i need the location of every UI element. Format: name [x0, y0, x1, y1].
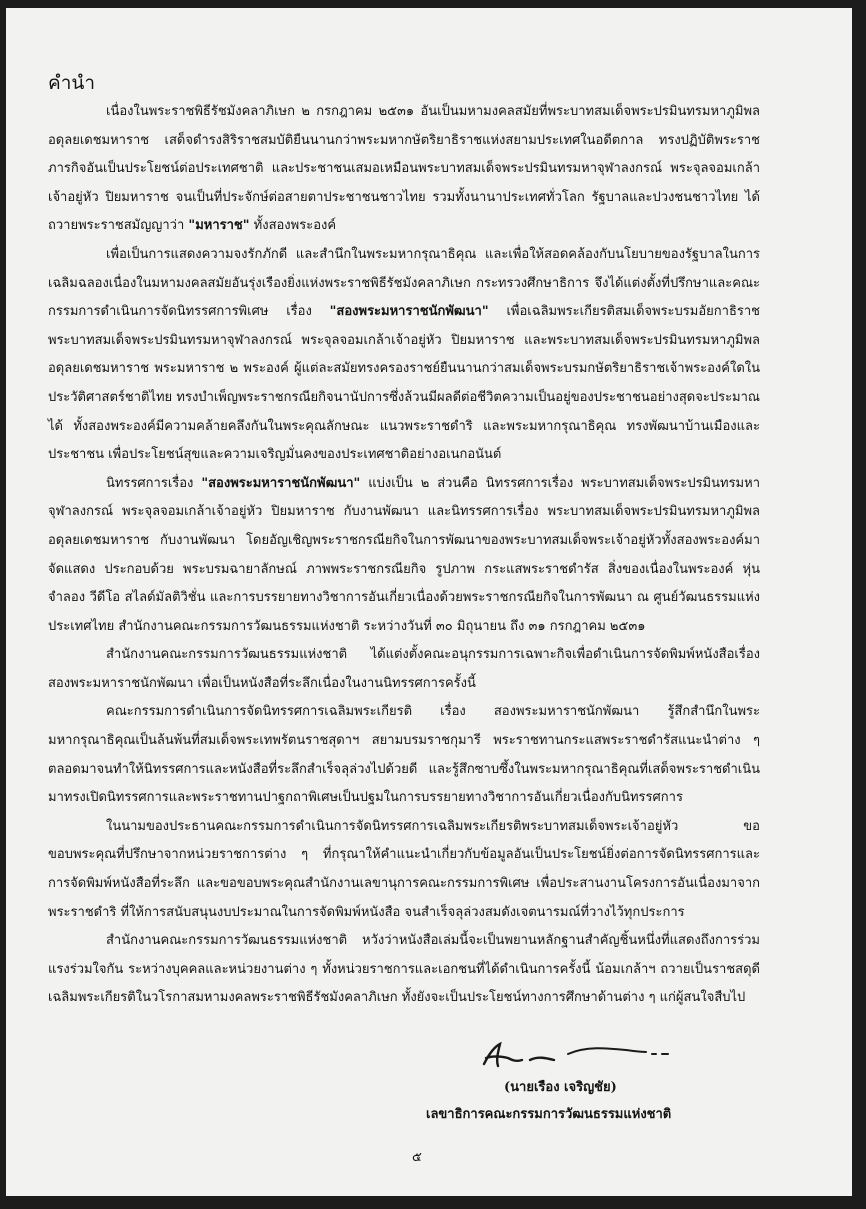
paragraph-text: คณะกรรมการดำเนินการจัดนิทรรศการเฉลิมพระเกียรติ เรื่อง สองพระมหาราชนักพัฒนา รู้สึกสำนึกในพระมหากรุณาธิคุณเป็นล้นพ้นที่สมเด็จพระเทพรัตนราชสุดาฯ สยามบรมราชกุมารี พระราชทานกระแสพระราชดำรัสแนะนำต่าง ๆ ตลอดมาจนทำให้นิทรรศการและหนังสือที่ระลึกสำเร็จลุล่วงไปด้วยดี และรู้สึกซาบซึ้งในพระมหากรุณาธิคุณที่เสด็จพระราชดำเนินมาทรงเปิดนิทรรศการและพระราชทานปาฐกถาพิเศษเป็นปฐมในการบรรยายทางวิชาการอันเกี่ยวเนื่องกับนิทรรศการ: [48, 704, 760, 806]
preface-paragraph: [48, 470, 760, 642]
paragraph-text: นิทรรศการเรื่อง: [106, 475, 202, 491]
preface-paragraph: [48, 641, 760, 698]
signatory-name: (นายเรือง เจริญชัย): [504, 1080, 617, 1095]
preface-paragraph: [48, 241, 760, 470]
paragraph-text: เพื่อเป็นการแสดงความจงรักภักดี และสำนึกในพระมหากรุณาธิคุณ และเพื่อให้สอดคล้องกับนโยบายของรัฐบาลในการเฉลิมฉลองเนื่องในมหามงคลสมัยอันรุ่งเรืองยิ่งแห่งพระราชพิธีรัชมังคลาภิเษก กระทรวงศึกษาธิการ จึงได้แต่งตั้งที่ปรึกษาและคณะกรรมการดำเนินการจัดนิทรรศการพิเศษ เรื่อง: [48, 246, 760, 320]
paragraph-text: ในนามของประธานคณะกรรมการดำเนินการจัดนิทรรศการเฉลิมพระเกียรติพระบาทสมเด็จพระเจ้าอยู่หัว ขอขอบพระคุณที่ปรึกษาจากหน่วยราชการต่าง ๆ ที่กรุณาให้คำแนะนำเกี่ยวกับข้อมูลอันเป็นประโยชน์ยิ่งต่อการจัดนิทรรศการและการจัดพิมพ์หนังสือที่ระลึก และขอขอบพระคุณสำนักงานเลขานุการคณะกรรมการพิเศษ เพื่อประสานงานโครงการอันเนื่องมาจากพระราชดำริ ที่ให้การสนับสนุนงบประมาณในการจัดพิมพ์หนังสือ จนสำเร็จลุล่วงสมดังเจตนารมณ์ที่วางไว้ทุกประการ: [48, 818, 760, 920]
paragraph-text: ทั้งสองพระองค์: [249, 218, 337, 234]
preface-paragraph: [48, 813, 760, 927]
paragraph-bold-text: "สองพระมหาราชนักพัฒนา": [329, 304, 489, 320]
page-number: ๕: [412, 1150, 422, 1165]
preface-heading: คำนำ: [48, 72, 96, 94]
paragraph-text: เพื่อเฉลิมพระเกียรติสมเด็จพระบรมอัยกาธิราช พระบาทสมเด็จพระปรมินทรมหาจุฬาลงกรณ์ พระจุลจอมเกล้าเจ้าอยู่หัว ปิยมหาราช และพระบาทสมเด็จพระปรมินทรมหาภูมิพลอดุลยเดชมหาราช พระมหาราช ๒ พระองค์ ผู้แต่ละสมัยทรงครองราชย์ยืนนานกว่าสมเด็จพระบรมกษัตริยาธิราชเจ้าพระองค์ใดในประวัติศาสตร์ชาติไทย ทรงบำเพ็ญพระราชกรณียกิจนานัปการซึ่งล้วนมีผลดีต่อชีวิตความเป็นอยู่ของประชาชนอย่างสุดจะประมาณได้ ทั้งสองพระองค์มีความคล้ายคลึงกันในพระคุณลักษณะ แนวพระราชดำริ และพระมหากรุณาธิคุณ ทรงพัฒนาบ้านเมืองและประชาชน เพื่อประโยชน์สุขและความเจริญมั่นคงของประเทศชาติอย่างอเนกอนันต์: [48, 304, 760, 463]
signatory-title: เลขาธิการคณะกรรมการวัฒนธรรมแห่งชาติ: [426, 1107, 672, 1122]
preface-paragraph: [48, 927, 760, 1013]
preface-paragraph: [48, 698, 760, 812]
preface-body: [48, 98, 760, 1013]
handwritten-signature: [476, 1038, 676, 1074]
paragraph-bold-text: "มหาราช": [188, 218, 250, 234]
paragraph-text: แบ่งเป็น ๒ ส่วนคือ นิทรรศการเรื่อง พระบาทสมเด็จพระปรมินทรมหาจุฬาลงกรณ์ พระจุลจอมเกล้าเจ้าอยู่หัว ปิยมหาราช กับงานพัฒนา และนิทรรศการเรื่อง พระบาทสมเด็จพระปรมินทรมหาภูมิพลอดุลยเดชมหาราช กับงานพัฒนา โดยอัญเชิญพระราชกรณียกิจในการพัฒนาของพระบาทสมเด็จพระเจ้าอยู่หัวทั้งสองพระองค์มาจัดแสดง ประกอบด้วย พระบรมฉายาลักษณ์ ภาพพระราชกรณียกิจ รูปภาพ กระแสพระราชดำรัส สิ่งของเนื่องในพระองค์ หุ่นจำลอง วีดีโอ สไลด์มัลติวิชั่น และการบรรยายทางวิชาการอันเกี่ยวเนื่องด้วยพระราชกรณียกิจในการพัฒนา ณ ศูนย์วัฒนธรรมแห่งประเทศไทย สำนักงานคณะกรรมการวัฒนธรรมแห่งชาติ ระหว่างวันที่ ๓๐ มิถุนายน ถึง ๓๑ กรกฎาคม ๒๕๓๑: [48, 475, 761, 634]
paragraph-text: สำนักงานคณะกรรมการวัฒนธรรมแห่งชาติ ได้แต่งตั้งคณะอนุกรรมการเฉพาะกิจเพื่อดำเนินการจัดพิมพ์หนังสือเรื่อง สองพระมหาราชนักพัฒนา เพื่อเป็นหนังสือที่ระลึกเนื่องในงานนิทรรศการครั้งนี้: [48, 647, 760, 691]
paragraph-text: สำนักงานคณะกรรมการวัฒนธรรมแห่งชาติ หวังว่าหนังสือเล่มนี้จะเป็นพยานหลักฐานสำคัญชิ้นหนึ่งที่แสดงถึงการร่วมแรงร่วมใจกัน ระหว่างบุคคลและหน่วยงานต่าง ๆ ทั้งหน่วยราชการและเอกชนที่ได้ดำเนินการครั้งนี้ น้อมเกล้าฯ ถวายเป็นราชสดุดีเฉลิมพระเกียรติในวโรกาสมหามงคลพระราชพิธีรัชมังคลาภิเษก ทั้งยังจะเป็นประโยชน์ทางการศึกษาด้านต่าง ๆ แก่ผู้สนใจสืบไป: [48, 933, 760, 1006]
paragraph-text: เนื่องในพระราชพิธีรัชมังคลาภิเษก ๒ กรกฎาคม ๒๕๓๑ อันเป็นมหามงคลสมัยที่พระบาทสมเด็จพระปรมินทรมหาภูมิพลอดุลยเดชมหาราช เสด็จดำรงสิริราชสมบัติยืนนานกว่าพระมหากษัตริยาธิราชแห่งสยามประเทศในอดีตกาล ทรงปฏิบัติพระราชภารกิจอันเป็นประโยชน์ต่อประเทศชาติ และประชาชนเสมอเหมือนพระบาทสมเด็จพระปรมินทรมหาจุฬาลงกรณ์ พระจุลจอมเกล้าเจ้าอยู่หัว ปิยมหาราช จนเป็นที่ประจักษ์ต่อสายตาประชาชนชาวไทย รวมทั้งนานาประเทศทั่วโลก รัฐบาลและปวงชนชาวไทย ได้ถวายพระราชสมัญญาว่า: [48, 104, 760, 234]
document-page: [6, 8, 852, 1196]
paragraph-bold-text: "สองพระมหาราชนักพัฒนา": [201, 475, 361, 491]
preface-paragraph: [48, 98, 760, 241]
